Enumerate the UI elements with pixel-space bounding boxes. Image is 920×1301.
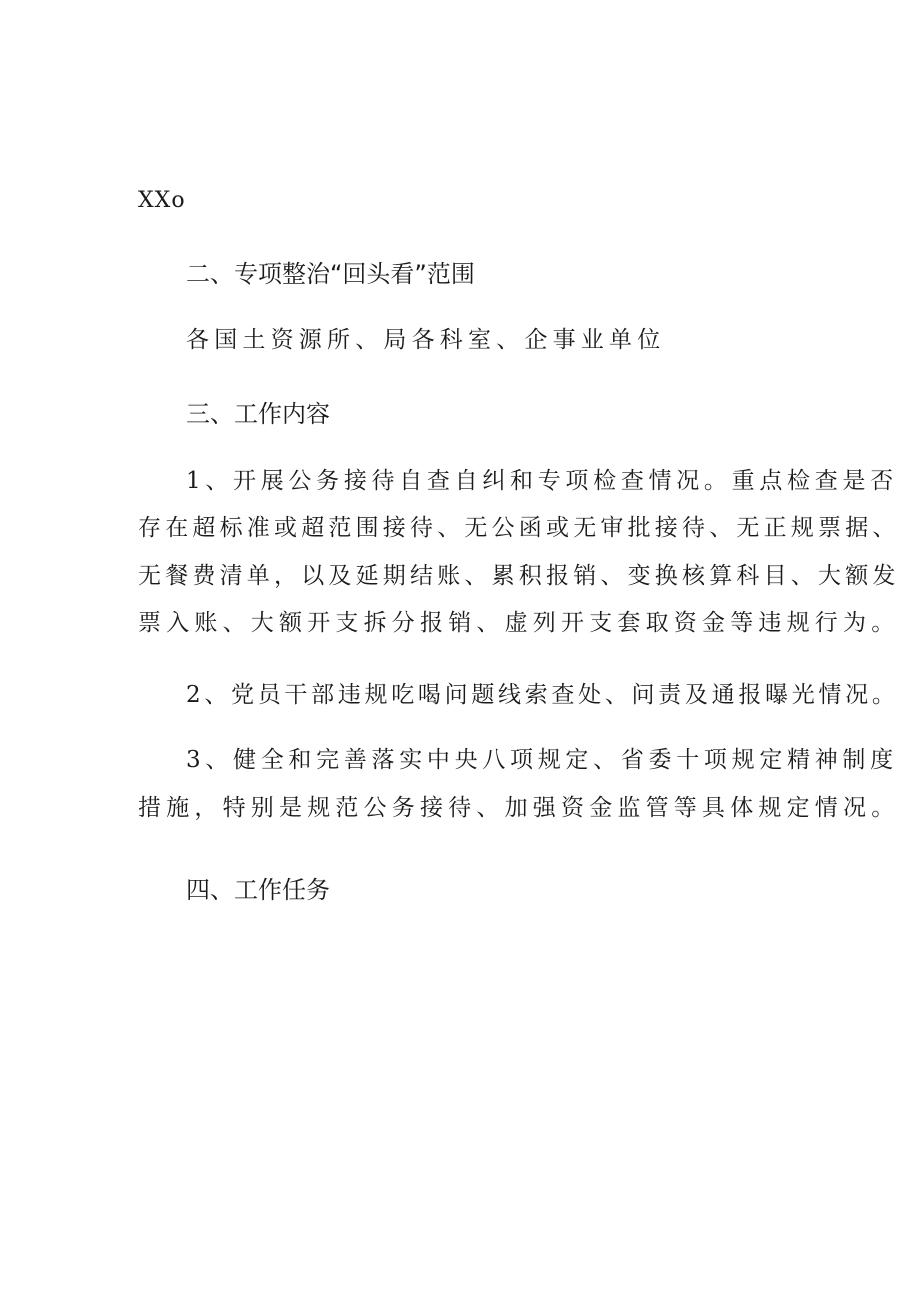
item-1-line-4: 票入账、大额开支拆分报销、虚列开支套取资金等违规行为。 (138, 610, 900, 636)
item-3-line-1: 3、健全和完善落实中央八项规定、省委十项规定精神制度 (186, 747, 898, 773)
item-1-line-2: 存在超标准或超范围接待、无公函或无审批接待、无正规票据、 (138, 515, 900, 541)
section-3-heading: 三、工作内容 (186, 400, 330, 428)
item-1-line-3: 无餐费清单，以及延期结账、累积报销、变换核算科目、大额发 (138, 563, 900, 589)
section-4-heading: 四、工作任务 (186, 876, 330, 904)
previous-page-tail-text: XXo (138, 188, 186, 213)
section-2-body: 各国土资源所、局各科室、企事业单位 (186, 327, 666, 353)
item-3-line-2: 措施，特别是规范公务接待、加强资金监管等具体规定情况。 (138, 795, 900, 821)
section-2-heading: 二、专项整治“回头看”范围 (186, 260, 475, 288)
item-2-line-1: 2、党员干部违规吃喝问题线索查处、问责及通报曝光情况。 (186, 682, 899, 708)
item-1-line-1: 1、开展公务接待自查自纠和专项检查情况。重点检查是否 (186, 468, 898, 494)
